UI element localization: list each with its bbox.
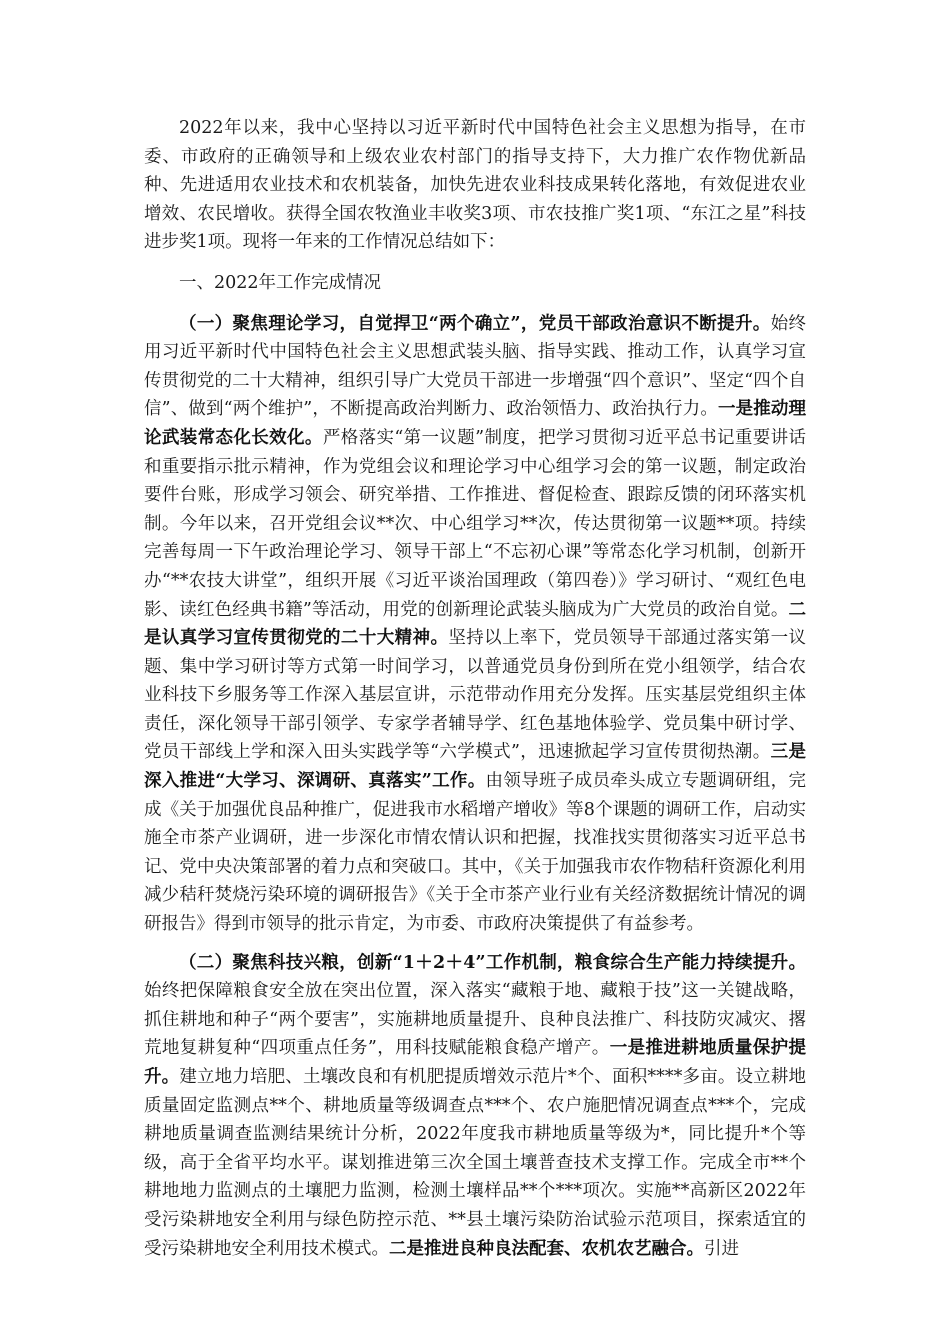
section-1-text-1: 始终用习近平新时代中国特色社会主义思想武装头脑、指导实践、推动工作，认真学习宣传贯彻党的二十大精神，组织引导广大党员干部进一步增强“四个意识”、坚定“四个自信”、做到“两个维护”，不断提高政治判断力、政治领悟力、政治执行力。 (144, 313, 806, 420)
section-1-text-4: 由领导班子成员牵头成立专题调研组，完成《关于加强优良品种推广，促进我市水稻增产增收》等8个课题的调研工作，启动实施全市茶产业调研，进一步深化市情农情认识和把握，找准找实贯彻落实习近平总书记、党中央决策部署的着力点和突破口。其中，《关于加强我市农作物秸秆资源化利用减少秸秆焚烧污染环境的调研报告》《关于全市茶产业行业有关经济数据统计情况的调研报告》得到市领导的批示肯定，为市委、市政府决策提供了有益参考。 (144, 771, 806, 935)
section-2-title: （二）聚焦科技兴粮，创新“1＋2＋4”工作机制，粮食综合生产能力持续提升。 (179, 952, 806, 973)
section-1-point-2: 二是认真学习宣传贯彻党的二十大精神。 (144, 599, 806, 649)
section-1-point-1: 一是推动理论武装常态化长效化。 (144, 399, 806, 448)
section-1-paragraph (144, 310, 806, 939)
section-1-point-3: 三是深入推进“大学习、深调研、真落实”工作。 (144, 742, 807, 792)
section-1-title: （一）聚焦理论学习，自觉捍卫“两个确立”，党员干部政治意识不断提升。 (179, 313, 771, 334)
section-1-text-3: 坚持以上率下，党员领导干部通过落实第一议题、集中学习研讨等方式第一时间学习，以普通党员身份到所在党小组领学，结合农业科技下乡服务等工作深入基层宣讲，示范带动作用充分发挥。压实基层党组织主体责任，深化领导干部引领学、专家学者辅导学、红色基地体验学、党员集中研讨学、党员干部线上学和深入田头实践学等“六学模式”，迅速掀起学习宣传贯彻热潮。 (144, 628, 807, 763)
section-2-paragraph (144, 949, 806, 1264)
section-2-point-2: 二是推进良种良法配套、农机农艺融合。 (389, 1238, 704, 1259)
section-2-text-1: 始终把保障粮食安全放在突出位置，深入落实“藏粮于地、藏粮于技”这一关键战略，抓住耕地和种子“两个要害”，实施耕地质量提升、良种良法推广、科技防灾减灾、撂荒地复耕复种“四项重点任务”，用科技赋能粮食稳产增产。 (144, 981, 806, 1059)
section-1-text-2: 严格落实“第一议题”制度，把学习贯彻习近平总书记重要讲话和重要指示批示精神，作为党组会议和理论学习中心组学习会的第一议题，制定政治要件台账，形成学习领会、研究举措、工作推进、督促检查、跟踪反馈的闭环落实机制。今年以来，召开党组会议**次、中心组学习**次，传达贯彻第一议题**项。持续完善每周一下午政治理论学习、领导干部上“不忘初心课”等常态化学习机制，创新开办“**农技大讲堂”，组织开展《习近平谈治国理政（第四卷）》学习研讨、“观红色电影、读红色经典书籍”等活动，用党的创新理论武装头脑成为广大党员的政治自觉。 (144, 427, 806, 620)
section-2-point-1: 一是推进耕地质量保护提升。 (144, 1038, 806, 1087)
section-heading: 一、2022年工作完成情况 (179, 272, 382, 293)
document-body (144, 114, 806, 1263)
section-2-text-3: 引进 (704, 1238, 739, 1259)
section-2-text-2: 建立地力培肥、土壤改良和有机肥提质增效示范片*个、面积****多亩。设立耕地质量固定监测点**个、耕地质量等级调查点***个、农户施肥情况调查点***个，完成耕地质量调查监测结果统计分析，2022年度我市耕地质量等级为*，同比提升*个等级，高于全省平均水平。谋划推进第三次全国土壤普查技术支撑工作。完成全市**个耕地地力监测点的土壤肥力监测，检测土壤样品**个***项次。实施**高新区2022年受污染耕地安全利用与绿色防控示范、**县土壤污染防治试验示范项目，探索适宜的受污染耕地安全利用技术模式。 (144, 1067, 807, 1259)
intro-paragraph: 2022年以来，我中心坚持以习近平新时代中国特色社会主义思想为指导，在市委、市政府的正确领导和上级农业农村部门的指导支持下，大力推广农作物优新品种、先进适用农业技术和农机装备，加快先进农业科技成果转化落地，有效促进农业增效、农民增收。获得全国农牧渔业丰收奖3项、市农技推广奖1项、“东江之星”科技进步奖1项。现将一年来的工作情况总结如下： (144, 118, 806, 253)
